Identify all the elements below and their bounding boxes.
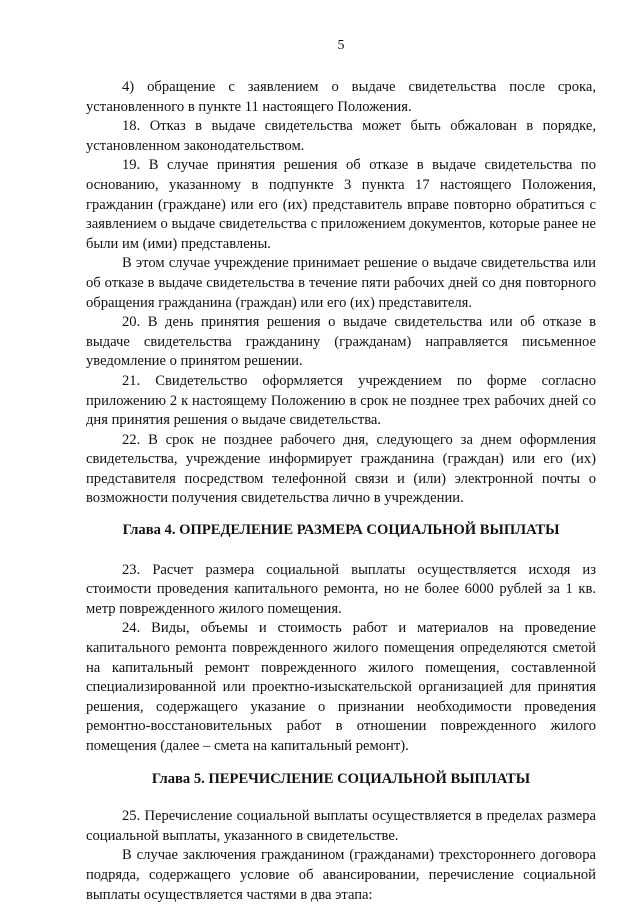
paragraph-24: 24. Виды, объемы и стоимость работ и материалов на проведение капитального ремонта поврежденного жилого помещения определяются сметой на капитальный ремонт поврежденного жилого помещения, составленной специализированной или проектно-изыскательской организацией для принятия решения, содержащего указание о признании необходимости проведения ремонтно-восстановительных работ в отношении поврежденного жилого помещения (далее – смета на капитальный ремонт). (86, 620, 596, 754)
paragraph-18: 18. Отказ в выдаче свидетельства может быть обжалован в порядке, установленном законодательством. (86, 118, 596, 154)
paragraph-20: 20. В день принятия решения о выдаче свидетельства или об отказе в выдаче свидетельства гражданину (гражданам) направляется письменное уведомление о принятом решении. (86, 314, 596, 370)
document-page (86, 38, 596, 905)
chapter-4-heading: Глава 4. ОПРЕДЕЛЕНИЕ РАЗМЕРА СОЦИАЛЬНОЙ ВЫПЛАТЫ (122, 522, 560, 539)
paragraph-22: 22. В срок не позднее рабочего дня, следующего за днем оформления свидетельства, учреждение информирует гражданина (граждан) или его (их) представителя посредством телефонной связи и (или) электронной почты о возможности получения свидетельства лично в учреждении. (86, 431, 596, 507)
paragraph-19: 19. В случае принятия решения об отказе в выдаче свидетельства по основанию, указанному в подпункте 3 пункта 17 настоящего Положения, гражданин (граждане) или его (их) представитель вправе повторно обратиться с заявлением о выдаче свидетельства с приложением документов, которые ранее не были им (ими) представлены. (86, 157, 596, 252)
paragraph-19-continued: В этом случае учреждение принимает решение о выдаче свидетельства или об отказе в выдаче свидетельства в течение пяти рабочих дней со дня повторного обращения гражданина (граждан) или его (их) представителя. (86, 255, 596, 311)
paragraph-21: 21. Свидетельство оформляется учреждением по форме согласно приложению 2 к настоящему Положению в срок не позднее трех рабочих дней со дня принятия решения о выдаче свидетельства. (86, 372, 596, 429)
chapter-5-heading: Глава 5. ПЕРЕЧИСЛЕНИЕ СОЦИАЛЬНОЙ ВЫПЛАТЫ (151, 770, 531, 787)
paragraph-17-item-4: 4) обращение с заявлением о выдаче свидетельства после срока, установленного в пункте 11 настоящего Положения. (86, 79, 596, 115)
paragraph-23: 23. Расчет размера социальной выплаты осуществляется исходя из стоимости проведения капитального ремонта, но не более 6000 рублей за 1 кв. метр поврежденного жилого помещения. (86, 561, 596, 617)
paragraph-25-continued: В случае заключения гражданином (гражданами) трехстороннего договора подряда, содержащего условие об авансировании, перечисление социальной выплаты осуществляется частями в два этапа: (86, 847, 596, 903)
page-number: 5 (337, 38, 345, 53)
paragraph-25: 25. Перечисление социальной выплаты осуществляется в пределах размера социальной выплаты, указанного в свидетельстве. (86, 808, 596, 844)
